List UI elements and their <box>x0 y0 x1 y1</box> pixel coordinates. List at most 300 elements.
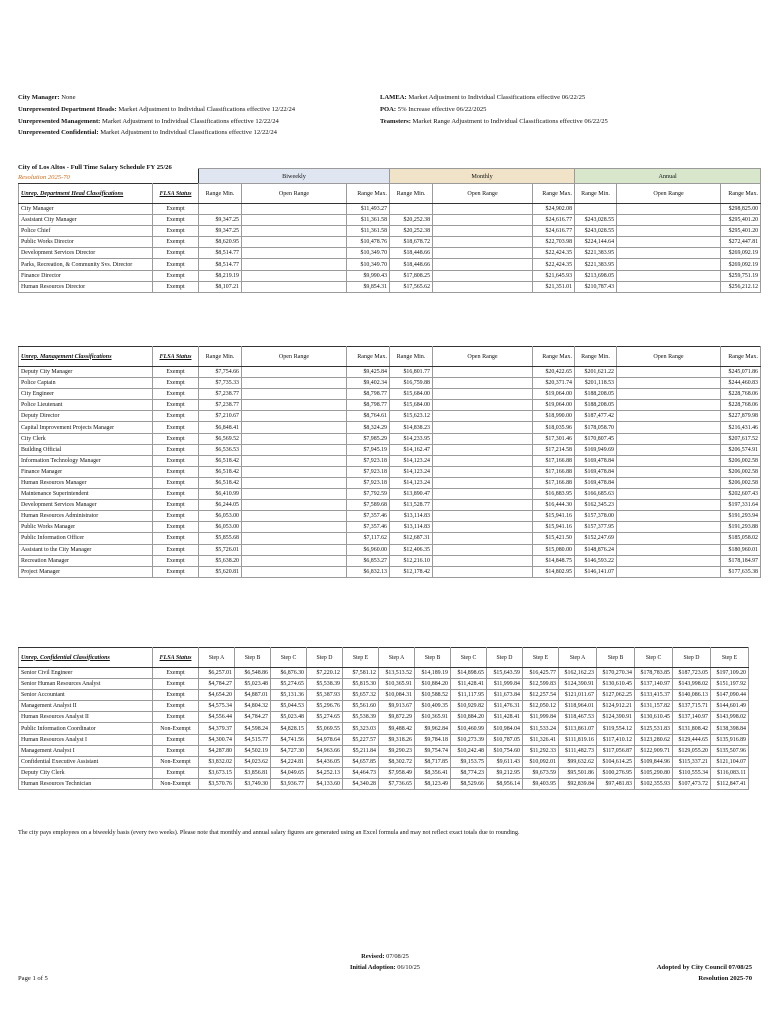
open-range-cell <box>617 566 721 577</box>
table-row <box>19 455 761 466</box>
salary-cell: $3,936.77 <box>271 778 307 789</box>
salary-cell: $17,808.25 <box>390 270 433 281</box>
salary-cell: $19,064.00 <box>533 400 575 411</box>
salary-cell: $15,684.00 <box>390 400 433 411</box>
open-range-cell <box>617 367 721 378</box>
open-range-cell <box>617 511 721 522</box>
flsa-status: Exempt <box>153 477 199 488</box>
open-range-cell <box>433 533 533 544</box>
flsa-status: Exempt <box>153 281 199 292</box>
salary-cell: $9,488.42 <box>379 723 415 734</box>
salary-cell: $17,301.46 <box>533 433 575 444</box>
salary-cell: $228,768.06 <box>721 389 761 400</box>
salary-cell: $8,956.14 <box>487 778 523 789</box>
salary-cell: $8,620.95 <box>199 237 242 248</box>
dept-head-rows <box>19 204 761 293</box>
salary-cell: $5,296.76 <box>307 701 343 712</box>
salary-cell: $13,114.83 <box>390 522 433 533</box>
open-range-cell <box>242 544 347 555</box>
col-step-d: Step D <box>487 648 523 668</box>
table-row <box>19 555 761 566</box>
salary-cell: $11,117.95 <box>451 690 487 701</box>
revised-label: Revised: <box>361 953 385 960</box>
salary-cell: $5,274.65 <box>271 679 307 690</box>
salary-cell: $187,723.05 <box>673 668 711 679</box>
table-row <box>19 281 761 292</box>
open-range-cell <box>433 204 533 215</box>
col-step-b: Step B <box>597 648 635 668</box>
flsa-status: Exempt <box>153 701 199 712</box>
col-step-e: Step E <box>523 648 559 668</box>
page-number: Page 1 of 5 <box>18 975 48 982</box>
open-range-cell <box>617 444 721 455</box>
salary-cell: $4,575.34 <box>199 701 235 712</box>
table-row <box>19 433 761 444</box>
salary-cell: $6,548.86 <box>235 668 271 679</box>
salary-cell: $116,083.11 <box>711 767 749 778</box>
salary-cell: $117,056.87 <box>597 745 635 756</box>
salary-cell: $157,378.00 <box>575 511 617 522</box>
open-range-cell <box>242 433 347 444</box>
salary-cell: $295,401.20 <box>721 215 761 226</box>
salary-cell: $10,460.99 <box>451 723 487 734</box>
col-step-b: Step B <box>415 648 451 668</box>
header-line <box>380 104 760 116</box>
header-line <box>18 104 378 116</box>
salary-cell: $178,783.85 <box>635 668 673 679</box>
header-value: Market Adjustment to Individual Classifications effective 12/22/24 <box>118 105 296 113</box>
confidential-table <box>18 647 749 790</box>
salary-cell: $11,428.41 <box>487 712 523 723</box>
salary-cell: $14,838.23 <box>390 422 433 433</box>
classification-name: Human Resources Administrator <box>19 511 153 522</box>
salary-cell: $169,478.84 <box>575 466 617 477</box>
table-row <box>19 389 761 400</box>
col-range-max: Range Max. <box>347 347 390 367</box>
open-range-cell <box>617 544 721 555</box>
open-range-cell <box>433 444 533 455</box>
salary-cell: $3,856.81 <box>235 767 271 778</box>
salary-cell: $180,960.01 <box>721 544 761 555</box>
salary-cell: $11,533.24 <box>523 723 559 734</box>
flsa-status: Exempt <box>153 433 199 444</box>
classification-name: Finance Manager <box>19 466 153 477</box>
salary-cell: $210,787.43 <box>575 281 617 292</box>
classification-name: Maintenance Superintendent <box>19 489 153 500</box>
salary-cell: $18,678.72 <box>390 237 433 248</box>
salary-cell: $7,923.18 <box>347 466 390 477</box>
table-row <box>19 544 761 555</box>
salary-cell: $3,749.30 <box>235 778 271 789</box>
salary-cell: $102,355.93 <box>635 778 673 789</box>
salary-cell: $4,654.20 <box>199 690 235 701</box>
schedule-title: City of Los Altos - Full Time Salary Schedule FY 25/26 <box>18 164 172 171</box>
salary-cell: $9,913.67 <box>379 701 415 712</box>
salary-cell: $191,293.94 <box>721 511 761 522</box>
open-range-cell <box>617 466 721 477</box>
open-range-cell <box>242 422 347 433</box>
salary-cell: $9,990.43 <box>347 270 390 281</box>
salary-cell: $118,467.53 <box>559 712 597 723</box>
initial-adoption-date: 06/10/25 <box>397 964 420 971</box>
open-range-cell <box>242 444 347 455</box>
classification-name: Building Official <box>19 444 153 455</box>
salary-cell: $5,131.36 <box>271 690 307 701</box>
header-value: Market Range Adjustment to Individual Classifications effective 06/22/25 <box>412 117 608 125</box>
open-range-cell <box>242 489 347 500</box>
flsa-status: Exempt <box>153 204 199 215</box>
col-step-a: Step A <box>199 648 235 668</box>
salary-cell: $10,349.70 <box>347 248 390 259</box>
salary-cell: $125,531.83 <box>635 723 673 734</box>
group-biweekly: Biweekly <box>199 169 390 184</box>
salary-cell: $5,211.84 <box>343 745 379 756</box>
salary-cell: $269,092.19 <box>721 248 761 259</box>
salary-cell: $207,617.52 <box>721 433 761 444</box>
col-range-min: Range Min. <box>390 184 433 204</box>
header-value: None <box>61 94 76 101</box>
open-range-cell <box>617 237 721 248</box>
table-row <box>19 367 761 378</box>
salary-cell: $18,448.66 <box>390 248 433 259</box>
salary-cell: $9,347.25 <box>199 215 242 226</box>
open-range-cell <box>617 433 721 444</box>
footnote: The city pays employees on a biweekly basis (every two weeks). Please note that monthly and annual salary figures are generated using an Excel formula and may not reflect exact totals due to rounding. <box>18 829 520 836</box>
open-range-cell <box>433 237 533 248</box>
salary-cell: $10,884.20 <box>451 712 487 723</box>
salary-cell: $178,184.97 <box>721 555 761 566</box>
classification-name: Public Works Manager <box>19 522 153 533</box>
salary-cell: $11,999.84 <box>487 679 523 690</box>
salary-cell: $7,792.59 <box>347 489 390 500</box>
table-row <box>19 259 761 270</box>
classification-name: Public Information Officer <box>19 533 153 544</box>
classification-name: Finance Director <box>19 270 153 281</box>
header-line <box>18 116 378 128</box>
table-row <box>19 477 761 488</box>
open-range-cell <box>242 555 347 566</box>
salary-cell: $15,684.00 <box>390 389 433 400</box>
classification-name: Deputy City Manager <box>19 367 153 378</box>
salary-cell: $18,448.66 <box>390 259 433 270</box>
header-label: LAMEA: <box>380 94 407 101</box>
salary-cell: $11,476.31 <box>487 701 523 712</box>
salary-cell: $7,238.77 <box>199 389 242 400</box>
table-row <box>19 511 761 522</box>
salary-cell: $12,216.10 <box>390 555 433 566</box>
table-row <box>19 712 749 723</box>
col-open-range: Open Range <box>242 347 347 367</box>
salary-cell: $8,529.66 <box>451 778 487 789</box>
salary-cell: $6,853.27 <box>347 555 390 566</box>
salary-cell: $13,890.47 <box>390 489 433 500</box>
salary-cell: $5,638.20 <box>199 555 242 566</box>
classification-name: Development Services Manager <box>19 500 153 511</box>
open-range-cell <box>242 378 347 389</box>
salary-cell: $170,807.45 <box>575 433 617 444</box>
flsa-status: Exempt <box>153 411 199 422</box>
col-step-c: Step C <box>271 648 307 668</box>
confidential-rows <box>19 668 749 790</box>
flsa-status: Exempt <box>153 679 199 690</box>
open-range-cell <box>433 400 533 411</box>
open-range-cell <box>617 270 721 281</box>
salary-cell: $10,349.70 <box>347 259 390 270</box>
salary-cell: $6,960.00 <box>347 544 390 555</box>
salary-cell: $148,876.24 <box>575 544 617 555</box>
salary-cell: $117,410.12 <box>597 734 635 745</box>
salary-cell: $10,754.60 <box>487 745 523 756</box>
salary-cell: $124,390.91 <box>559 679 597 690</box>
header-value: 5% Increase effective 06/22/2025 <box>397 105 487 113</box>
classification-name: Human Resources Analyst I <box>19 734 153 745</box>
flsa-status: Exempt <box>153 566 199 577</box>
salary-cell: $135,916.89 <box>711 734 749 745</box>
table-row <box>19 522 761 533</box>
open-range-cell <box>242 500 347 511</box>
table-row <box>19 215 761 226</box>
flsa-status: Exempt <box>153 745 199 756</box>
col-range-max: Range Max. <box>721 347 761 367</box>
salary-cell: $127,062.25 <box>597 690 635 701</box>
salary-cell: $107,473.72 <box>673 778 711 789</box>
flsa-status: Exempt <box>153 270 199 281</box>
salary-cell: $16,801.77 <box>390 367 433 378</box>
classification-name: Assistant City Manager <box>19 215 153 226</box>
open-range-cell <box>242 270 347 281</box>
salary-cell: $18,990.00 <box>533 411 575 422</box>
salary-cell: $185,058.02 <box>721 533 761 544</box>
salary-cell: $146,593.22 <box>575 555 617 566</box>
open-range-cell <box>433 522 533 533</box>
salary-cell: $121,104.07 <box>711 756 749 767</box>
salary-cell: $6,518.42 <box>199 466 242 477</box>
salary-cell: $221,383.95 <box>575 248 617 259</box>
salary-cell: $4,252.13 <box>307 767 343 778</box>
salary-cell: $178,058.70 <box>575 422 617 433</box>
classification-name: Recreation Manager <box>19 555 153 566</box>
salary-cell: $10,273.39 <box>451 734 487 745</box>
salary-cell: $5,227.57 <box>343 734 379 745</box>
salary-cell: $169,949.69 <box>575 444 617 455</box>
flsa-status: Exempt <box>153 444 199 455</box>
salary-cell: $7,945.19 <box>347 444 390 455</box>
salary-cell: $9,403.95 <box>523 778 559 789</box>
flsa-status: Exempt <box>153 400 199 411</box>
open-range-cell <box>617 555 721 566</box>
salary-cell: $129,444.65 <box>673 734 711 745</box>
open-range-cell <box>433 433 533 444</box>
salary-cell: $5,069.55 <box>307 723 343 734</box>
table-row <box>19 533 761 544</box>
salary-cell: $5,538.39 <box>307 679 343 690</box>
flsa-status: Exempt <box>153 668 199 679</box>
salary-cell: $16,444.30 <box>533 500 575 511</box>
salary-cell: $259,751.19 <box>721 270 761 281</box>
salary-cell: $5,538.39 <box>343 712 379 723</box>
open-range-cell <box>242 237 347 248</box>
salary-cell: $6,518.42 <box>199 455 242 466</box>
salary-cell: $110,555.34 <box>673 767 711 778</box>
open-range-cell <box>617 422 721 433</box>
salary-cell: $6,257.01 <box>199 668 235 679</box>
col-step-b: Step B <box>235 648 271 668</box>
open-range-cell <box>242 367 347 378</box>
flsa-status: Exempt <box>153 422 199 433</box>
flsa-status: Exempt <box>153 555 199 566</box>
salary-cell: $298,825.00 <box>721 204 761 215</box>
salary-cell: $4,657.85 <box>343 756 379 767</box>
salary-cell: $4,598.24 <box>235 723 271 734</box>
salary-cell: $4,379.37 <box>199 723 235 734</box>
salary-cell: $7,958.49 <box>379 767 415 778</box>
salary-cell: $12,599.83 <box>523 679 559 690</box>
header-label: Unrepresented Management: <box>18 117 101 125</box>
salary-cell: $17,166.88 <box>533 466 575 477</box>
salary-cell: $162,345.23 <box>575 500 617 511</box>
col-open-range: Open Range <box>433 184 533 204</box>
salary-cell: $243,028.55 <box>575 226 617 237</box>
col-step-a: Step A <box>559 648 597 668</box>
table-row <box>19 204 761 215</box>
salary-cell: $11,428.41 <box>451 679 487 690</box>
salary-cell: $9,402.34 <box>347 378 390 389</box>
open-range-cell <box>433 378 533 389</box>
open-range-cell <box>433 555 533 566</box>
header-line <box>380 92 760 104</box>
salary-cell: $9,153.75 <box>451 756 487 767</box>
salary-cell: $105,290.80 <box>635 767 673 778</box>
salary-cell: $9,318.26 <box>379 734 415 745</box>
salary-cell: $169,478.84 <box>575 455 617 466</box>
table-row <box>19 723 749 734</box>
salary-cell: $6,536.53 <box>199 444 242 455</box>
open-range-cell <box>242 226 347 237</box>
title-block <box>18 163 172 183</box>
flsa-status: Exempt <box>153 712 199 723</box>
salary-cell: $115,337.21 <box>673 756 711 767</box>
salary-cell: $11,673.84 <box>487 690 523 701</box>
table-row <box>19 411 761 422</box>
salary-cell: $228,768.06 <box>721 400 761 411</box>
open-range-cell <box>617 500 721 511</box>
salary-cell: $6,876.30 <box>271 668 307 679</box>
salary-cell: $227,879.98 <box>721 411 761 422</box>
salary-cell: $5,023.48 <box>235 679 271 690</box>
col-range-max: Range Max. <box>533 184 575 204</box>
open-range-cell <box>242 400 347 411</box>
flsa-status: Exempt <box>153 237 199 248</box>
category-heading: Unrep. Confidential Classifications <box>19 648 153 668</box>
salary-cell: $6,848.41 <box>199 422 242 433</box>
salary-cell: $6,053.00 <box>199 511 242 522</box>
salary-cell: $8,107.21 <box>199 281 242 292</box>
header-value: Market Adjustment to Individual Classifications effective 12/22/24 <box>102 117 279 125</box>
salary-cell: $177,635.38 <box>721 566 761 577</box>
salary-cell: $202,607.43 <box>721 489 761 500</box>
classification-name: Senior Accountant <box>19 690 153 701</box>
salary-cell: $22,424.35 <box>533 259 575 270</box>
table-row <box>19 734 749 745</box>
table-row <box>19 466 761 477</box>
resolution-note: Resolution 2025-70 <box>18 174 70 181</box>
salary-cell: $12,687.31 <box>390 533 433 544</box>
salary-cell: $14,848.75 <box>533 555 575 566</box>
flsa-heading: FLSA Status <box>153 648 199 668</box>
flsa-status: Non-Exempt <box>153 723 199 734</box>
table-row <box>19 270 761 281</box>
salary-cell: $92,839.84 <box>559 778 597 789</box>
salary-cell: $244,460.83 <box>721 378 761 389</box>
salary-cell: $4,741.56 <box>271 734 307 745</box>
salary-cell: $4,804.32 <box>235 701 271 712</box>
open-range-cell <box>617 259 721 270</box>
salary-cell: $4,556.44 <box>199 712 235 723</box>
salary-cell: $14,189.19 <box>415 668 451 679</box>
open-range-cell <box>617 411 721 422</box>
classification-name: Capital Improvement Projects Manager <box>19 422 153 433</box>
salary-cell: $4,287.80 <box>199 745 235 756</box>
salary-cell: $21,351.01 <box>533 281 575 292</box>
salary-cell: $22,424.35 <box>533 248 575 259</box>
salary-cell: $10,787.05 <box>487 734 523 745</box>
open-range-cell <box>242 466 347 477</box>
salary-cell: $14,898.65 <box>451 668 487 679</box>
salary-cell: $24,616.77 <box>533 226 575 237</box>
col-step-e: Step E <box>343 648 379 668</box>
salary-cell: $9,784.18 <box>415 734 451 745</box>
salary-cell: $119,554.12 <box>597 723 635 734</box>
table-row <box>19 500 761 511</box>
salary-cell: $3,673.15 <box>199 767 235 778</box>
table-row <box>19 745 749 756</box>
salary-cell: $131,157.82 <box>635 701 673 712</box>
open-range-cell <box>433 500 533 511</box>
open-range-cell <box>617 215 721 226</box>
salary-cell: $10,084.31 <box>379 690 415 701</box>
header-line <box>18 92 378 104</box>
salary-cell: $109,844.96 <box>635 756 673 767</box>
col-range-min: Range Min. <box>575 184 617 204</box>
salary-cell: $4,133.60 <box>307 778 343 789</box>
salary-cell: $7,735.33 <box>199 378 242 389</box>
classification-name: Senior Human Resources Analyst <box>19 679 153 690</box>
salary-cell: $10,929.82 <box>451 701 487 712</box>
salary-cell: $8,514.77 <box>199 248 242 259</box>
salary-cell: $5,855.68 <box>199 533 242 544</box>
salary-cell: $143,998.02 <box>711 712 749 723</box>
classification-name: Human Resources Manager <box>19 477 153 488</box>
salary-cell: $5,387.93 <box>307 690 343 701</box>
salary-cell: $206,002.58 <box>721 466 761 477</box>
header-label: POA: <box>380 105 397 113</box>
salary-cell: $133,415.37 <box>635 690 673 701</box>
salary-cell: $9,611.43 <box>487 756 523 767</box>
open-range-cell <box>617 489 721 500</box>
classification-name: Management Analyst II <box>19 701 153 712</box>
col-step-a: Step A <box>379 648 415 668</box>
salary-cell: $11,493.27 <box>347 204 390 215</box>
salary-cell: $4,049.65 <box>271 767 307 778</box>
salary-cell: $169,478.84 <box>575 477 617 488</box>
open-range-cell <box>433 544 533 555</box>
salary-cell: $4,978.64 <box>307 734 343 745</box>
salary-cell: $9,425.84 <box>347 367 390 378</box>
salary-cell: $7,581.12 <box>343 668 379 679</box>
salary-cell: $10,242.48 <box>451 745 487 756</box>
salary-cell: $15,080.00 <box>533 544 575 555</box>
open-range-cell <box>433 466 533 477</box>
